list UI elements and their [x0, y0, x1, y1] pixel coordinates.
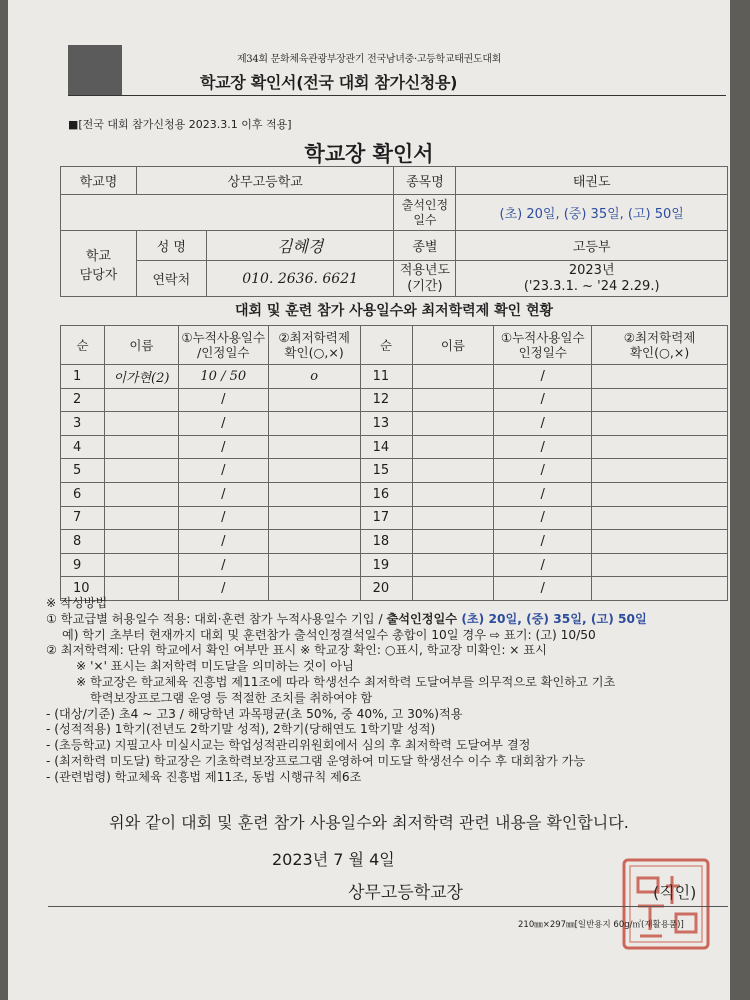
seal-label: (직인)	[653, 883, 697, 902]
instruction-example: 예) 학기 초부터 현재까지 대회 및 훈련참가 출석인정결석일수 총합이 10일 경우 ⇨ 표기: (고) 10/50	[62, 627, 596, 642]
row-min-grade	[268, 435, 360, 459]
instruction-target: - (대상/기준) 초4 ~ 고3 / 해당학년 과목평균(초 50%, 중 40%, 고 30%)적용	[46, 706, 463, 721]
row-min-grade-right	[592, 412, 728, 436]
table-row	[61, 506, 728, 530]
row-number: 5	[61, 459, 105, 483]
header-min-right	[592, 326, 728, 365]
row-days-right: /	[494, 412, 592, 436]
school-value: 상무고등학교	[136, 167, 394, 195]
header-name: 이름	[104, 326, 178, 365]
table-row	[61, 435, 728, 459]
header-min	[268, 326, 360, 365]
row-name-right	[412, 506, 494, 530]
row-min-grade-right	[592, 553, 728, 577]
event-name: 제34회 문화체육관광부장관기 전국남녀중·고등학교태권도대회	[236, 54, 502, 65]
row-days-right: /	[494, 553, 592, 577]
header-days-line1: ①누적사용일수	[181, 330, 266, 345]
official-seal	[620, 856, 712, 952]
row-days: /	[178, 577, 268, 601]
division-value: 고등부	[456, 231, 728, 261]
school-info-table	[60, 166, 728, 297]
row-min-grade-right	[592, 388, 728, 412]
instruction-1	[46, 612, 726, 628]
row-min-grade-right	[592, 482, 728, 506]
table-row	[61, 388, 728, 412]
row-min-grade	[268, 482, 360, 506]
instruction-1-bold: 출석인정일수	[386, 611, 458, 626]
instruction-2: ② 최저학력제: 단위 학교에서 확인 여부만 표시 ※ 학교장 확인: ○표시, 학교장 미확인: × 표시	[46, 643, 547, 658]
instruction-note-1: ※ '×' 표시는 최저학력 미도달을 의미하는 것이 아님	[76, 659, 354, 674]
row-name	[104, 412, 178, 436]
header-days-line2: /인정일수	[197, 345, 250, 360]
table-row	[61, 482, 728, 506]
row-min-grade-right	[592, 506, 728, 530]
row-name-right	[412, 459, 494, 483]
school-label: 학교명	[61, 167, 137, 195]
header-divider	[68, 95, 726, 96]
row-min-grade	[268, 506, 360, 530]
row-number-right: 13	[360, 412, 412, 436]
row-days: /	[178, 506, 268, 530]
row-name-right	[412, 553, 494, 577]
instructions-title: ※ 작성방법	[46, 596, 108, 610]
row-name-right	[412, 530, 494, 554]
name-label: 성 명	[136, 231, 206, 261]
row-number: 2	[61, 388, 105, 412]
row-number-right: 17	[360, 506, 412, 530]
row-number: 4	[61, 435, 105, 459]
row-min-grade-right	[592, 435, 728, 459]
row-name	[104, 459, 178, 483]
contact-label: 연락처	[136, 261, 206, 297]
form-note: ■[전국 대회 참가신청용 2023.3.1 이후 적용]	[68, 118, 292, 131]
header-no: 순	[61, 326, 105, 365]
year-label	[394, 261, 456, 297]
row-min-grade-right	[592, 365, 728, 389]
principal-name: 상무고등학교장	[348, 883, 463, 903]
row-number: 8	[61, 530, 105, 554]
row-days-right: /	[494, 577, 592, 601]
row-number: 7	[61, 506, 105, 530]
row-number: 6	[61, 482, 105, 506]
instruction-note-2: ※ 학교장은 학교체육 진흥법 제11조에 따라 학생선수 최저학력 도달여부를 의무적으로 확인하고 기초	[76, 674, 616, 689]
row-name	[104, 388, 178, 412]
manager-label-line2: 담당자	[79, 267, 118, 283]
row-name	[104, 530, 178, 554]
year-value-line1: 2023년	[568, 262, 615, 278]
row-name-right	[412, 435, 494, 459]
header-min-right-line2: 확인(○,×)	[629, 345, 690, 360]
document-header: 학교장 확인서(전국 대회 참가신청용)	[200, 73, 458, 92]
attend-value: (초) 20일, (중) 35일, (고) 50일	[456, 195, 728, 231]
table-row	[61, 412, 728, 436]
row-days-right: /	[494, 459, 592, 483]
row-days: /	[178, 459, 268, 483]
manager-name: 김혜경	[206, 231, 394, 261]
row-days-right: /	[494, 530, 592, 554]
attend-label	[394, 195, 456, 231]
form-title: 학교장 확인서	[304, 142, 434, 166]
row-min-grade-right	[592, 459, 728, 483]
header-min-line2: 확인(○,×)	[284, 345, 344, 360]
row-min-grade	[268, 530, 360, 554]
event-label: 종목명	[394, 167, 456, 195]
row-number: 10	[61, 577, 105, 601]
manager-label	[61, 231, 137, 297]
row-min-grade-right	[592, 530, 728, 554]
row-number-right: 16	[360, 482, 412, 506]
row-days-right: /	[494, 388, 592, 412]
year-label-line1: 적용년도	[399, 262, 451, 278]
contact-value: 010. 2636. 6621	[206, 261, 394, 297]
instruction-law: - (관련법령) 학교체육 진흥법 제11조, 동법 시행규칙 제6조	[46, 769, 362, 784]
section-title: 대회 및 훈련 참가 사용일수와 최저학력제 확인 현황	[234, 303, 554, 319]
participation-table	[60, 325, 728, 601]
paper-size-note: 210㎜×297㎜[일반용지 60g/㎡(재활용품)]	[518, 920, 684, 930]
row-name	[104, 435, 178, 459]
row-min-grade	[268, 553, 360, 577]
row-number: 3	[61, 412, 105, 436]
row-name: 이가현(2)	[104, 365, 178, 389]
row-number: 9	[61, 553, 105, 577]
row-days: /	[178, 435, 268, 459]
row-days-right: /	[494, 506, 592, 530]
row-days: /	[178, 530, 268, 554]
row-name	[104, 553, 178, 577]
row-min-grade	[268, 459, 360, 483]
row-name-right	[412, 388, 494, 412]
row-days: /	[178, 388, 268, 412]
table-row	[61, 365, 728, 389]
header-days-right-line2: 인정일수	[518, 345, 567, 360]
division-label: 종별	[394, 231, 456, 261]
row-days-right: /	[494, 435, 592, 459]
row-number-right: 19	[360, 553, 412, 577]
row-days: 10 / 50	[178, 365, 268, 389]
table-row	[61, 553, 728, 577]
year-value	[456, 261, 728, 297]
participation-table-body	[61, 326, 728, 601]
row-number-right: 12	[360, 388, 412, 412]
confirmation-text: 위와 같이 대회 및 훈련 참가 사용일수와 최저학력 관련 내용을 확인합니다.	[109, 813, 629, 832]
row-number-right: 14	[360, 435, 412, 459]
header-name-right: 이름	[412, 326, 494, 365]
row-name-right	[412, 412, 494, 436]
row-name	[104, 482, 178, 506]
row-days-right: /	[494, 365, 592, 389]
attend-label-line1: 출석인정	[401, 197, 449, 212]
row-name	[104, 506, 178, 530]
header-no-right: 순	[360, 326, 412, 365]
row-name-right	[412, 365, 494, 389]
confirmation-date: 2023년 7 월 4일	[272, 850, 395, 869]
event-value: 태권도	[456, 167, 728, 195]
row-number: 1	[61, 365, 105, 389]
instruction-note-2-cont: 학력보장프로그램 운영 등 적절한 조치를 취하여야 함	[90, 690, 373, 705]
manager-label-line1: 학교	[85, 248, 111, 264]
row-min-grade	[268, 412, 360, 436]
instruction-below: - (최저학력 미도달) 학교장은 기초학력보장프로그램 운영하여 미도달 학생선수 이수 후 대회참가 가능	[46, 753, 586, 768]
row-number-right: 18	[360, 530, 412, 554]
attend-label-line2: 일수	[413, 212, 437, 227]
row-days: /	[178, 482, 268, 506]
year-value-line2: ('23.3.1. ~ '24 2.29.)	[523, 278, 660, 294]
instruction-elementary: - (초등학교) 지필고사 미실시교는 학업성적관리위원회에서 심의 후 최저학력 도달여부 결정	[46, 738, 531, 753]
row-days: /	[178, 412, 268, 436]
table-row	[61, 459, 728, 483]
header-min-right-line1: ②최저학력제	[623, 330, 696, 345]
table-header-row	[61, 326, 728, 365]
header-days-right-line1: ①누적사용일수	[500, 330, 585, 345]
header-days-right	[494, 326, 592, 365]
instruction-grade: - (성적적용) 1학기(전년도 2학기말 성적), 2학기(당해연도 1학기말 성적)	[46, 722, 436, 737]
school-value-cont	[61, 195, 394, 231]
instruction-1-text: ① 학교급별 허용일수 적용: 대회·훈련 참가 누적사용일수 기입 /	[46, 611, 387, 626]
row-min-grade: o	[268, 365, 360, 389]
row-number-right: 15	[360, 459, 412, 483]
instructions	[46, 596, 726, 786]
header-days	[178, 326, 268, 365]
header-min-line1: ②최저학력제	[278, 330, 350, 345]
row-name-right	[412, 482, 494, 506]
row-days-right: /	[494, 482, 592, 506]
instruction-1-days: (초) 20일, (중) 35일, (고) 50일	[457, 611, 647, 626]
row-days: /	[178, 553, 268, 577]
row-min-grade	[268, 388, 360, 412]
document-page	[8, 0, 730, 1000]
year-label-line2: (기간)	[407, 278, 443, 294]
row-number-right: 20	[360, 577, 412, 601]
row-number-right: 11	[360, 365, 412, 389]
table-row	[61, 530, 728, 554]
footer-divider	[48, 906, 728, 907]
